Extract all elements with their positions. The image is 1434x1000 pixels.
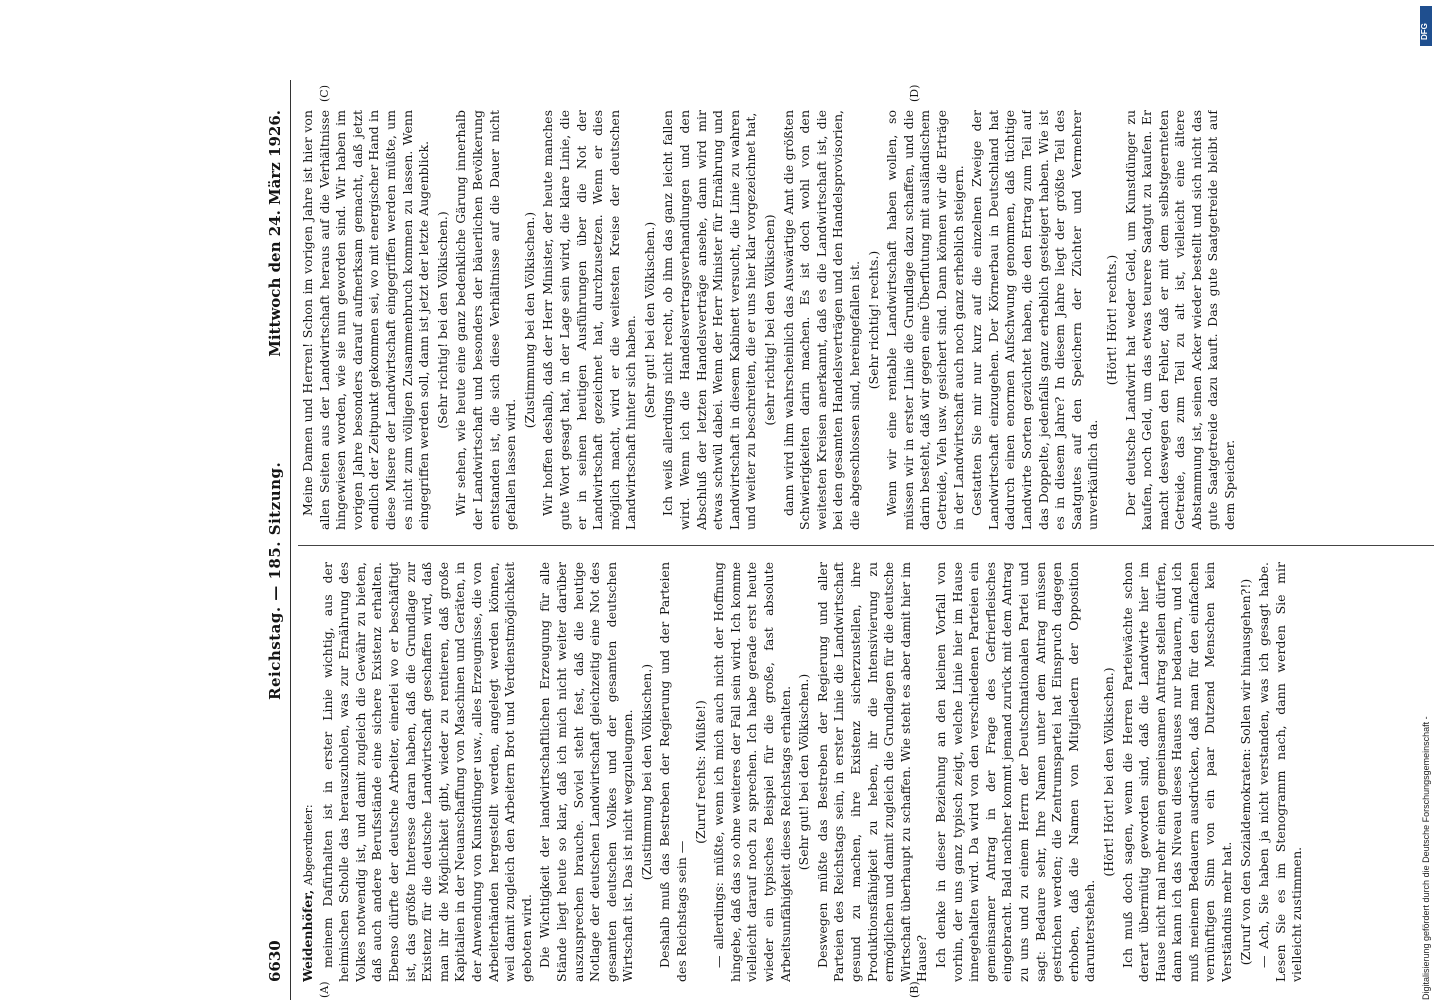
paragraph: Deswegen müßte das Bestreben der Regierung und aller Parteien des Reichstags sein, in erster Linie die Landwirtschaft gesund zu machen, ihre Existenz sicherzustellen, ihre Produktionsfähigkeit zu heben, ihr die Intensivierung zu ermöglichen und damit zugleich die Grundlagen für die deutsche Wirtschaft überhaupt zu schaffen. Wie steht es aber damit hier im Hause? <box>814 562 930 982</box>
paragraph: Ich muß doch sagen, wenn die Herren Parteiwächte schon derart übermütig geworden sind, daß die Landwirte hier im Hause nicht mal mehr einen gemeinsamen Antrag stellen dürfen, dann kann ich das Niveau dieses Hauses nur bedauern, und ich muß meinem Bedauern ausdrücken, daß man für den einfachen vernünftigen Sinn von ein paar Dutzend Menschen kein Verständnis mehr hat. <box>1119 562 1235 982</box>
paragraph: meinem Dafürhalten ist in erster Linie wichtig, aus der heimischen Scholle das herauszuholen, was zur Ernährung des Volkes notwendig ist, und damit zugleich die Gewähr zu bieten, daß auch andere Berufsstände eine sichere Existenz erhalten. Ebenso dürfte der deutsche Arbeiter, einerlei wo er beschäftigt ist, das größte Interesse daran haben, daß die Grundlage zur Existenz für die deutsche Landwirtschaft geschaffen wird, daß man ihr die Möglichkeit gibt, wieder zu rentieren, daß große Kapitalien in der Neuanschaffung von Maschinen und Geräten, in der Anwendung von Kunstdünger usw., alles Erzeugnisse, die von Arbeiterhänden hergestellt werden, angelegt werden können, weil damit zugleich den Arbeitern Brot und Verdienstmöglichkeit geboten wird. <box>319 562 534 982</box>
paragraph: Meine Damen und Herren! Schon im vorigen Jahre ist hier von allen Seiten aus der Landwirtschaft heraus auf die Verhältnisse hingewiesen worden, wie sie nun geworden sind. Wir haben im vorigen Jahre besonders darauf aufmerksam gemacht, daß jetzt endlich der Zeitpunkt gekommen sei, wo mit energischer Hand in diese Misere der Landwirtschaft eingegriffen werden müßte, um es nicht zum völligen Zusammenbruch kommen zu lassen. Wenn eingegriffen werden soll, dann ist jetzt der letzte Augenblick. <box>300 110 432 530</box>
column-divider <box>298 545 1434 546</box>
interjection: (Sehr richtig! rechts.) <box>865 250 881 390</box>
paragraph: Ich denke in dieser Beziehung an den kleinen Vorfall von vorhin, der uns ganz typisch zeigt, welche Linie hier im Hause innegehalten wird. Da wird von den verschiedenen Parteien ein gemeinsamer Antrag in der Frage des Gefrierfleisches eingebracht. Bald nachher kommt jemand zurück mit dem Antrag zu uns und zu einem Herrn der Deutschnationalen Partei und sagt: Bedaure sehr, Ihre Namen unter dem Antrag müssen gestrichen werden; die Zentrumspartei hat Einspruch dagegen erhoben, daß die Namen von Mitgliedern der Opposition daruntersteheh. <box>932 562 1098 982</box>
interjection: (Zustimmung bei den Völkischen.) <box>638 663 654 881</box>
session-date: Mittwoch den 24. März 1926. <box>266 110 284 357</box>
paragraph: Gestatten Sie mir nur kurz auf die einzelnen Zweige der Landwirtschaft einzugehen. Der Körnerbau in Deutschland hat dadurch einen enormen Aufschwung genommen, daß tüchtige Landwirte Sorten gezüchtet haben, die den Ertrag zum Teil auf das Doppelte, jedenfalls ganz erheblich gesteigert haben. Wie ist es in diesem Jahre? In diesem Jahre liegt der größte Teil des Saatgutes auf den Speichern der Züchter und Vermehrer unverkäuflich da. <box>969 110 1101 530</box>
paragraph: Ich weiß allerdings nicht recht, ob ihm das ganz leicht fallen wird. Wenn ich die Handelsvertragsverhandlungen und den Abschluß der letzten Handelsverträge ansehe, dann wird mir etwas schwül dabei. Wenn der Herr Minister für Ernährung und Landwirtschaft in diesem Kabinett versucht, die Linie zu wahren und weiter zu beschreiten, die er uns hier klar vorgezeichnet hat, <box>660 110 759 530</box>
rotated-newspaper-page <box>258 80 1434 1000</box>
margin-mark-d: (D) <box>908 84 921 102</box>
paragraph: — allerdings: müßte, wenn ich mich auch nicht der Hoffnung hingebe, daß das so ohne weiteres der Fall sein wird. Ich komme vielleicht darauf noch zu sprechen. Ich habe gerade erst heute wieder ein typisches Beispiel für die große, fast absolute Arbeitsunfähigkeit dieses Reichstags erhalten. <box>711 562 793 982</box>
left-column <box>300 562 1434 982</box>
paragraph: Wir hoffen deshalb, daß der Herr Minister, der heute manches gute Wort gesagt hat, in der Lage sein wird, die klare Linie, die er in seinen heutigen Ausführungen über die Not der Landwirtschaft gezeichnet hat, durchzusetzen. Wenn er dies möglich macht, wird er die weitesten Kreise der deutschen Landwirtschaft hinter sich haben. <box>540 110 639 530</box>
interjection: (Zuruf rechts: Müßte!) <box>692 700 708 844</box>
interjection: (Zustimmung bei den Völkischen.) <box>521 211 537 429</box>
paragraph: Wir sehen, wie heute eine ganz bedenkliche Gärung innerhalb der Landwirtschaft und besonders der bäuerlichen Bevölkerung entstanden ist, die sich diese Verhältnisse auf die Dauer nicht gefallen lassen wird. <box>453 110 519 530</box>
dfg-logo <box>1420 6 1432 46</box>
interjection: (Hört! Hört! rechts.) <box>1103 254 1119 386</box>
margin-mark-a: (A) <box>318 981 331 998</box>
interjection: (Zuruf von den Sozialdemokraten: Sollen wir hinausgehen?!) <box>1237 578 1253 966</box>
digitization-credit-text: Digitalisierung gefördert durch die Deutsche Forschungsgemeinschaft - <box>1421 716 1431 1000</box>
interjection: (sehr richtig! bei den Völkischen) <box>762 214 778 426</box>
margin-mark-c: (C) <box>318 85 331 102</box>
digitization-credit <box>1419 300 1431 1000</box>
section-title: Reichstag. — 185. Sitzung. <box>266 461 284 700</box>
paragraph: dann wird ihm wahrscheinlich das Auswärtige Amt die größten Schwierigkeiten darin machen. Es ist doch wohl von den weitesten Kreisen anerkannt, daß es die Landwirtschaft ist, die bei den gesamten Handelsverträgen und den Handelsprovisorien, die abgeschlossen sind, hereingefallen ist. <box>780 110 862 530</box>
interjection: (Sehr gut! bei den Völkischen.) <box>641 221 657 419</box>
speaker-role: Abgeordneter: <box>302 804 315 886</box>
speaker-name: Weidenhöfer, <box>300 889 315 982</box>
interjection: (Hört! Hört! bei den Völkischen.) <box>1100 667 1116 877</box>
page-header <box>258 80 292 1000</box>
speaker-line <box>300 562 318 982</box>
paragraph: Der deutsche Landwirt hat weder Geld, um Kunstdünger zu kaufen, noch Geld, um das etwas teurere Saatgut zu kaufen. Er macht deswegen den Fehler, daß er mit dem selbstgeernteten Getreide, das zum Teil zu alt ist, vielleicht eine ältere Abstammung ist, seinen Acker wieder bestellt und sich nicht das gute Saatgetreide dazu kauft. Das gute Saatgetreide bleibt auf dem Speicher. <box>1122 110 1238 530</box>
paragraph: Wenn wir eine rentable Landwirtschaft haben wollen, so müssen wir in erster Linie die Grundlage dazu schaffen, und die darin besteht, daß wir gegen eine Überflutung mit ausländischem Getreide, Vieh usw. gesichert sind. Dann können wir die Erträge in der Landwirtschaft auch noch ganz erheblich steigern. <box>884 110 966 530</box>
interjection: (Sehr richtig! bei den Völkischen.) <box>434 211 450 429</box>
dfg-logo-text: DFG <box>1420 23 1429 40</box>
header-rule <box>290 80 291 1000</box>
paragraph: Die Wichtigkeit der landwirtschaftlichen Erzeugung für alle Stände liegt heute so klar, daß ich mich nicht weiter darüber auszusprechen brauche. Soviel steht fest, daß die heutige Notlage der deutschen Landwirtschaft gleichzeitig eine Not des gesamten deutschen Volkes und der gesamten deutschen Wirtschaft ist. Das ist nicht wegzuleugnen. <box>537 562 636 982</box>
paragraph: Deshalb muß das Bestreben der Regierung und der Parteien des Reichstags sein — <box>657 562 690 982</box>
right-column <box>300 110 1434 530</box>
page-number: 6630 <box>266 940 284 982</box>
paragraph: — Ach, Sie haben ja nicht verstanden, was ich gesagt habe. Lesen Sie es im Stenogramm nach, dann werden Sie mir vielleicht zustimmen. <box>1256 562 1305 982</box>
interjection: (Sehr gut! bei den Völkischen.) <box>796 673 812 871</box>
margin-mark-b: (B) <box>908 981 921 998</box>
